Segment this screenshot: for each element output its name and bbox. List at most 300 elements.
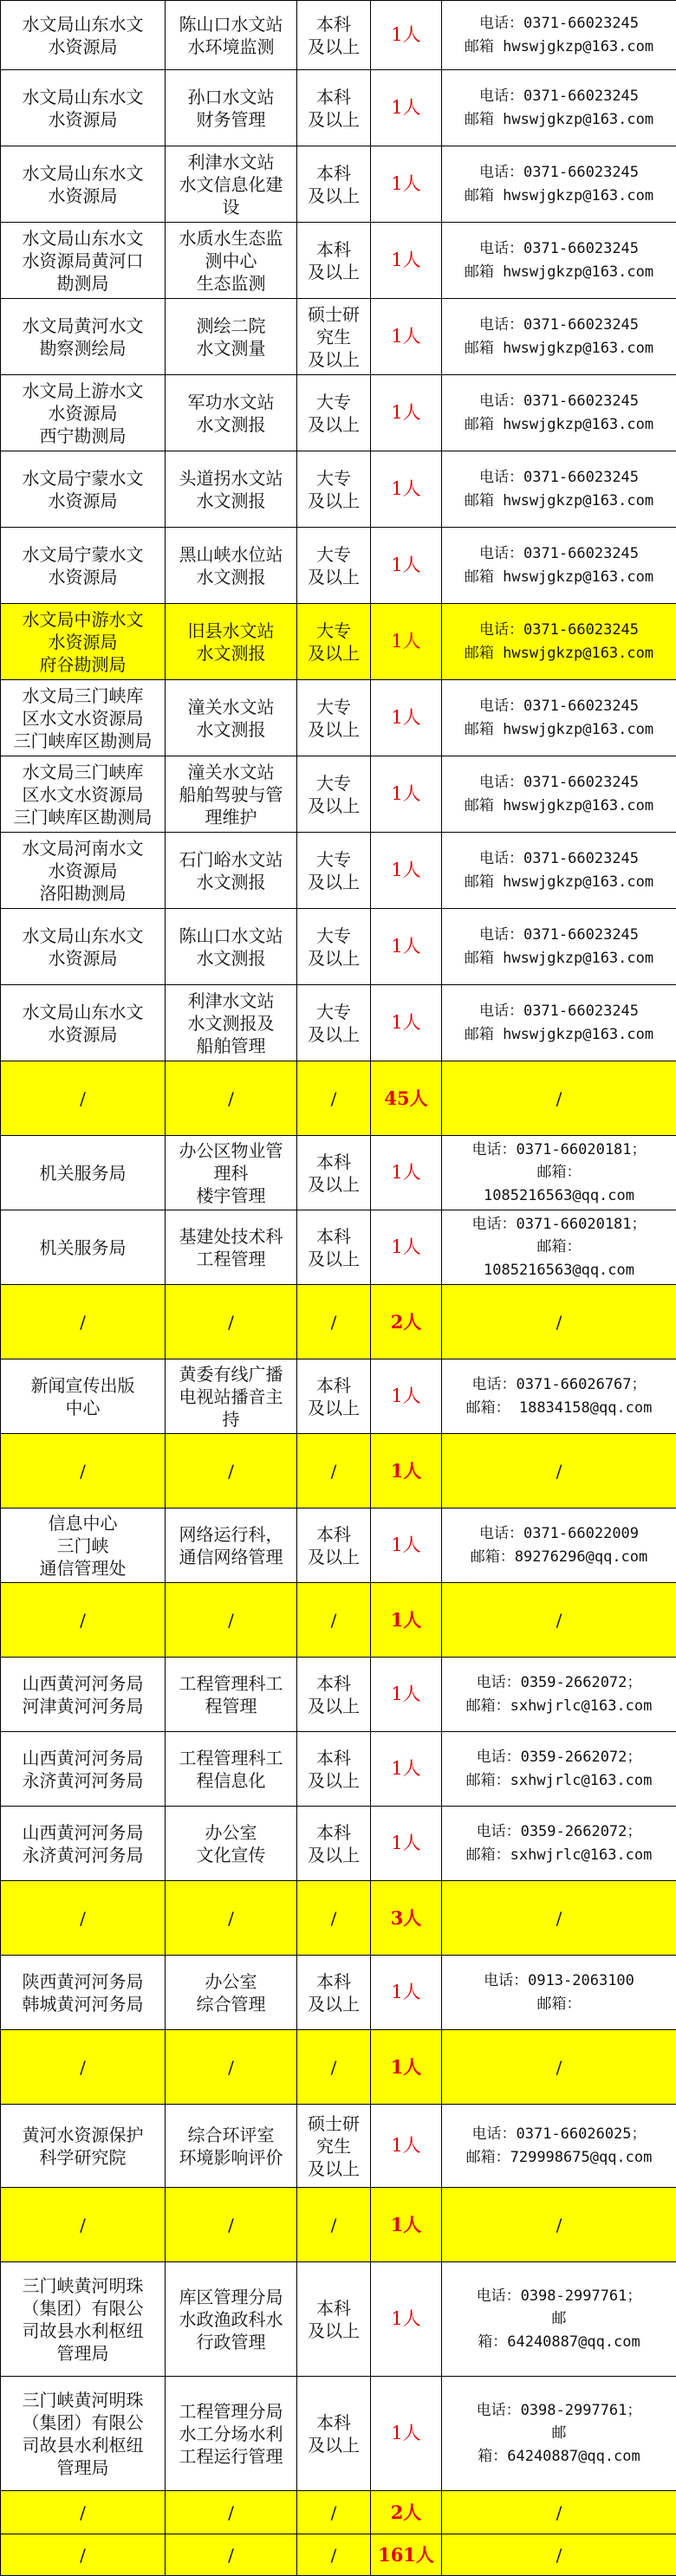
cell-line: 及以上 — [301, 1173, 367, 1196]
cell-line: 办公室 — [169, 1970, 293, 1993]
cell-line: 水资源局 — [4, 860, 161, 882]
position-row — [1, 1136, 676, 1210]
cell-line: 及以上 — [301, 36, 367, 58]
cell-line: 水资源局 — [4, 1023, 161, 1046]
education-cell — [297, 2105, 371, 2188]
contact-cell — [442, 1732, 676, 1807]
cell-line: 电话：0371-66023245 — [445, 85, 673, 107]
count-cell: 1人 — [371, 2377, 442, 2491]
post-cell — [166, 451, 297, 528]
cell-line: 邮箱 hwswjgkzp@163.com — [445, 795, 673, 817]
cell-line: 电话：0398-2997761； — [445, 2285, 673, 2307]
position-row — [1, 2377, 676, 2491]
placeholder-slash: / — [442, 2491, 676, 2534]
unit-cell — [1, 680, 166, 756]
cell-line: 电话：0371-66026025； — [445, 2123, 673, 2145]
cell-line: 洛阳勘测局 — [4, 882, 161, 905]
cell-line: 管理局 — [4, 2456, 161, 2479]
contact-cell — [442, 1658, 676, 1732]
cell-line: 电话：0371-66023245 — [445, 771, 673, 794]
post-cell — [166, 833, 297, 909]
count-cell: 1人 — [371, 2105, 442, 2188]
position-row — [1, 756, 676, 833]
contact-cell — [442, 604, 676, 680]
cell-line: 邮箱 hwswjgkzp@163.com — [445, 871, 673, 893]
cell-line: 新闻宣传出版 — [4, 1374, 161, 1397]
cell-line: 箱：64240887@qq.com — [445, 2445, 673, 2468]
cell-line: 潼关水文站 — [169, 696, 293, 718]
cell-line: 环境影响评价 — [169, 2146, 293, 2169]
education-cell — [297, 1359, 371, 1434]
cell-line: 本科 — [301, 1151, 367, 1173]
cell-line: 本科 — [301, 2411, 367, 2434]
contact-cell — [442, 756, 676, 833]
education-cell — [297, 146, 371, 223]
education-cell — [297, 909, 371, 985]
cell-line: 水资源局黄河口 — [4, 250, 161, 272]
education-cell — [297, 1509, 371, 1583]
cell-line: 邮箱 hwswjgkzp@163.com — [445, 566, 673, 588]
cell-line: 水文局山东水文 — [4, 227, 161, 250]
cell-line: 及以上 — [301, 642, 367, 665]
cell-line: 工程管理分局 — [169, 2400, 293, 2423]
cell-line: 及以上 — [301, 108, 367, 131]
placeholder-slash: / — [1, 1881, 166, 1956]
cell-line: 水资源局 — [4, 566, 161, 588]
count-cell: 1人 — [371, 223, 442, 299]
cell-line: 1085216563@qq.com — [445, 1259, 673, 1282]
subtotal-row — [1, 2491, 676, 2534]
cell-line: 山西黄河河务局 — [4, 1672, 161, 1695]
subtotal-count: 45人 — [371, 1061, 442, 1136]
placeholder-slash: / — [297, 2491, 371, 2534]
post-cell — [166, 680, 297, 756]
cell-line: 及以上 — [301, 566, 367, 588]
unit-cell — [1, 1359, 166, 1434]
cell-line: 硕士研 — [301, 2112, 367, 2135]
subtotal-count: 161人 — [371, 2534, 442, 2576]
cell-line: 邮箱 hwswjgkzp@163.com — [445, 1023, 673, 1046]
cell-line: 综合管理 — [169, 1993, 293, 2015]
cell-line: 及以上 — [301, 261, 367, 283]
count-cell: 1人 — [371, 833, 442, 909]
unit-cell — [1, 528, 166, 604]
cell-line: 行政管理 — [169, 2331, 293, 2353]
education-cell — [297, 985, 371, 1061]
cell-line: 及以上 — [301, 871, 367, 893]
cell-line: 理科 — [169, 1162, 293, 1184]
position-row — [1, 1210, 676, 1285]
cell-line: 电话：0913-2063100 — [445, 1969, 673, 1992]
placeholder-slash: / — [442, 2188, 676, 2262]
cell-line: 程信息化 — [169, 1769, 293, 1792]
cell-line: 邮箱：sxhwjrlc@163.com — [445, 1695, 673, 1717]
cell-line: 电话：0371-66020181； — [445, 1139, 673, 1161]
cell-line: 水文局山东水文 — [4, 13, 161, 36]
cell-line: 水质水生态监 — [169, 227, 293, 250]
cell-line: 本科 — [301, 86, 367, 108]
cell-line: 生态监测 — [169, 272, 293, 295]
count-cell: 1人 — [371, 2262, 442, 2377]
cell-line: 利津水文站 — [169, 990, 293, 1012]
cell-line: 及以上 — [301, 1546, 367, 1568]
cell-line: 信息中心 — [4, 1512, 161, 1535]
cell-line: 电话：0371-66023245 — [445, 390, 673, 412]
cell-line: 及以上 — [301, 1993, 367, 2015]
cell-line: 1085216563@qq.com — [445, 1184, 673, 1207]
contact-cell — [442, 1136, 676, 1210]
cell-line: 永济黄河河务局 — [4, 1844, 161, 1866]
cell-line: 邮箱 hwswjgkzp@163.com — [445, 108, 673, 131]
cell-line: 府谷勘测局 — [4, 653, 161, 676]
placeholder-slash: / — [166, 2491, 297, 2534]
cell-line: 大专 — [301, 543, 367, 566]
placeholder-slash: / — [442, 1434, 676, 1509]
cell-line: 山西黄河河务局 — [4, 1821, 161, 1844]
education-cell — [297, 375, 371, 451]
cell-line: 及以上 — [301, 1844, 367, 1866]
cell-line: 本科 — [301, 1970, 367, 1993]
position-row — [1, 1956, 676, 2030]
cell-line: 水资源局 — [4, 36, 161, 58]
count-cell: 1人 — [371, 70, 442, 146]
cell-line: 三门峡黄河明珠 — [4, 2274, 161, 2297]
cell-line: 水文测量 — [169, 337, 293, 360]
placeholder-slash: / — [1, 2030, 166, 2105]
position-row — [1, 451, 676, 528]
cell-line: 库区管理分局 — [169, 2286, 293, 2308]
cell-line: 电话：0371-66023245 — [445, 695, 673, 717]
subtotal-row — [1, 2030, 676, 2105]
cell-line: 及以上 — [301, 2434, 367, 2456]
cell-line: 本科 — [301, 1821, 367, 1844]
post-cell — [166, 1136, 297, 1210]
position-row — [1, 1359, 676, 1434]
count-cell: 1人 — [371, 1807, 442, 1881]
position-row — [1, 375, 676, 451]
cell-line: 邮箱：sxhwjrlc@163.com — [445, 1844, 673, 1866]
post-cell — [166, 70, 297, 146]
cell-line: 电话：0371-66023245 — [445, 12, 673, 35]
unit-cell — [1, 2377, 166, 2491]
unit-cell — [1, 985, 166, 1061]
cell-line: 旧县水文站 — [169, 620, 293, 642]
cell-line: 网络运行科， — [169, 1523, 293, 1546]
education-cell — [297, 2262, 371, 2377]
contact-cell — [442, 2377, 676, 2491]
cell-line: 水政渔政科水 — [169, 2308, 293, 2331]
cell-line: 黑山峡水位站 — [169, 543, 293, 566]
cell-line: 水资源局 — [4, 185, 161, 207]
cell-line: 工程管理科工 — [169, 1672, 293, 1695]
cell-line: 及以上 — [301, 718, 367, 741]
position-row — [1, 1732, 676, 1807]
contact-cell — [442, 223, 676, 299]
placeholder-slash: / — [297, 2188, 371, 2262]
placeholder-slash: / — [1, 1285, 166, 1359]
cell-line: 西宁勘测局 — [4, 425, 161, 447]
cell-line: 及以上 — [301, 185, 367, 207]
unit-cell — [1, 1, 166, 70]
placeholder-slash: / — [166, 1434, 297, 1509]
contact-cell — [442, 833, 676, 909]
subtotal-row — [1, 1434, 676, 1509]
subtotal-count: 1人 — [371, 1583, 442, 1658]
cell-line: 电话：0371-66023245 — [445, 466, 673, 489]
cell-line: 办公室 — [169, 1821, 293, 1844]
cell-line: 三门峡 — [4, 1535, 161, 1557]
position-row — [1, 528, 676, 604]
placeholder-slash: / — [297, 1434, 371, 1509]
cell-line: 本科 — [301, 238, 367, 261]
cell-line: 本科 — [301, 13, 367, 36]
cell-line: 石门峪水文站 — [169, 848, 293, 871]
post-cell — [166, 299, 297, 375]
contact-cell — [442, 1359, 676, 1434]
subtotal-count: 1人 — [371, 1434, 442, 1509]
cell-line: 司故县水利枢纽 — [4, 2320, 161, 2342]
count-cell: 1人 — [371, 1, 442, 70]
highlighted-position-row — [1, 604, 676, 680]
education-cell — [297, 1, 371, 70]
count-cell: 1人 — [371, 146, 442, 223]
cell-line: 船舶管理 — [169, 1035, 293, 1057]
cell-line: 船舶驾驶与管 — [169, 783, 293, 806]
subtotal-row — [1, 1061, 676, 1136]
placeholder-slash: / — [1, 2188, 166, 2262]
cell-line: 及以上 — [301, 1248, 367, 1270]
position-row — [1, 1509, 676, 1583]
post-cell — [166, 528, 297, 604]
cell-line: 大专 — [301, 696, 367, 718]
cell-line: 水文局宁蒙水文 — [4, 467, 161, 490]
contact-cell — [442, 299, 676, 375]
post-cell — [166, 1210, 297, 1285]
cell-line: 水资源局 — [4, 947, 161, 970]
cell-line: （集团）有限公 — [4, 2411, 161, 2434]
cell-line: 及以上 — [301, 490, 367, 512]
position-row — [1, 223, 676, 299]
subtotal-count: 2人 — [371, 2491, 442, 2534]
position-row — [1, 909, 676, 985]
cell-line: 水文局宁蒙水文 — [4, 543, 161, 566]
cell-line: 电视站播音主 — [169, 1385, 293, 1408]
contact-cell — [442, 985, 676, 1061]
cell-line: 勘察测绘局 — [4, 337, 161, 360]
cell-line: 邮 — [445, 2422, 673, 2444]
cell-line: 及以上 — [301, 795, 367, 817]
contact-cell — [442, 1807, 676, 1881]
cell-line: 邮 — [445, 2307, 673, 2330]
cell-line: 大专 — [301, 1001, 367, 1023]
contact-cell — [442, 909, 676, 985]
cell-line: 电话：0398-2997761； — [445, 2399, 673, 2422]
unit-cell — [1, 299, 166, 375]
cell-line: 办公区物业管 — [169, 1139, 293, 1162]
cell-line: 工程运行管理 — [169, 2445, 293, 2468]
cell-line: 水资源局 — [4, 402, 161, 425]
cell-line: 电话：0371-66023245 — [445, 924, 673, 946]
cell-line: 水资源局 — [4, 108, 161, 131]
post-cell — [166, 985, 297, 1061]
placeholder-slash: / — [297, 1583, 371, 1658]
position-row — [1, 2262, 676, 2377]
placeholder-slash: / — [297, 2534, 371, 2576]
cell-line: 综合环评室 — [169, 2124, 293, 2146]
count-cell: 1人 — [371, 756, 442, 833]
cell-line: 本科 — [301, 162, 367, 185]
cell-line: 中心 — [4, 1397, 161, 1419]
count-cell: 1人 — [371, 604, 442, 680]
cell-line: 邮箱 hwswjgkzp@163.com — [445, 413, 673, 436]
post-cell — [166, 1, 297, 70]
cell-line: 水文局山东水文 — [4, 925, 161, 947]
cell-line: 水文测报 — [169, 566, 293, 588]
cell-line: 电话：0371-66020181； — [445, 1213, 673, 1236]
cell-line: 理维护 — [169, 806, 293, 828]
cell-line: 黄河水资源保护 — [4, 2124, 161, 2146]
subtotal-row — [1, 1881, 676, 1956]
cell-line: 水资源局 — [4, 490, 161, 512]
cell-line: 水文局山东水文 — [4, 162, 161, 185]
cell-line: 邮箱： — [445, 1161, 673, 1184]
contact-cell — [442, 1509, 676, 1583]
unit-cell — [1, 451, 166, 528]
cell-line: 水文局上游水文 — [4, 380, 161, 402]
position-row — [1, 1658, 676, 1732]
education-cell — [297, 1807, 371, 1881]
placeholder-slash: / — [442, 2534, 676, 2576]
count-cell: 1人 — [371, 1509, 442, 1583]
cell-line: 及以上 — [301, 947, 367, 970]
count-cell: 1人 — [371, 1658, 442, 1732]
cell-line: 区水文水资源局 — [4, 783, 161, 806]
cell-line: 机关服务局 — [4, 1162, 161, 1184]
cell-line: 水文测报 — [169, 642, 293, 665]
cell-line: 邮箱 hwswjgkzp@163.com — [445, 36, 673, 58]
cell-line: 电话：0371-66023245 — [445, 237, 673, 260]
cell-line: 水文局河南水文 — [4, 837, 161, 860]
cell-line: 电话：0371-66023245 — [445, 619, 673, 641]
cell-line: 水文测报 — [169, 413, 293, 436]
count-cell: 1人 — [371, 375, 442, 451]
cell-line: 箱：64240887@qq.com — [445, 2331, 673, 2353]
cell-line: 水文局三门峡库 — [4, 761, 161, 783]
cell-line: 军功水文站 — [169, 391, 293, 413]
contact-cell — [442, 680, 676, 756]
cell-line: 大专 — [301, 391, 367, 413]
cell-line: 邮箱 hwswjgkzp@163.com — [445, 947, 673, 970]
cell-line: 邮箱 hwswjgkzp@163.com — [445, 337, 673, 360]
contact-cell — [442, 2262, 676, 2377]
post-cell — [166, 2262, 297, 2377]
placeholder-slash: / — [297, 1285, 371, 1359]
placeholder-slash: / — [1, 1583, 166, 1658]
cell-line: 本科 — [301, 1374, 367, 1397]
education-cell — [297, 1658, 371, 1732]
cell-line: 邮箱： — [445, 1993, 673, 2015]
count-cell: 1人 — [371, 1732, 442, 1807]
cell-line: 水资源局 — [4, 631, 161, 653]
cell-line: 邮箱： — [445, 1236, 673, 1258]
education-cell — [297, 451, 371, 528]
subtotal-row — [1, 1583, 676, 1658]
count-cell: 1人 — [371, 909, 442, 985]
cell-line: 水文局山东水文 — [4, 86, 161, 108]
cell-line: 邮箱 hwswjgkzp@163.com — [445, 718, 673, 741]
education-cell — [297, 604, 371, 680]
placeholder-slash: / — [1, 2534, 166, 2576]
cell-line: 山西黄河河务局 — [4, 1747, 161, 1769]
cell-line: 邮箱：sxhwjrlc@163.com — [445, 1769, 673, 1792]
cell-line: 邮箱 hwswjgkzp@163.com — [445, 642, 673, 665]
cell-line: 工程管理科工 — [169, 1747, 293, 1769]
unit-cell — [1, 1658, 166, 1732]
cell-line: 水文局黄河水文 — [4, 315, 161, 337]
cell-line: 水文局山东水文 — [4, 1001, 161, 1023]
education-cell — [297, 528, 371, 604]
cell-line: 潼关水文站 — [169, 761, 293, 783]
post-cell — [166, 2377, 297, 2491]
education-cell — [297, 2377, 371, 2491]
position-row — [1, 146, 676, 223]
cell-line: 财务管理 — [169, 108, 293, 131]
cell-line: 利津水文站 — [169, 151, 293, 173]
cell-line: 邮箱： 18834158@qq.com — [445, 1397, 673, 1419]
subtotal-row — [1, 2534, 676, 2576]
cell-line: 司故县水利枢纽 — [4, 2434, 161, 2456]
subtotal-count: 3人 — [371, 1881, 442, 1956]
cell-line: 水文测报及 — [169, 1012, 293, 1035]
cell-line: 陈山口水文站 — [169, 13, 293, 36]
placeholder-slash: / — [442, 2030, 676, 2105]
cell-line: 管理局 — [4, 2342, 161, 2365]
education-cell — [297, 1732, 371, 1807]
cell-line: 大专 — [301, 620, 367, 642]
cell-line: 电话：0371-66023245 — [445, 1000, 673, 1022]
unit-cell — [1, 1509, 166, 1583]
cell-line: 大专 — [301, 467, 367, 490]
position-row — [1, 1, 676, 70]
cell-line: 大专 — [301, 925, 367, 947]
placeholder-slash: / — [1, 2491, 166, 2534]
position-row — [1, 70, 676, 146]
unit-cell — [1, 146, 166, 223]
cell-line: 设 — [169, 196, 293, 218]
unit-cell — [1, 1807, 166, 1881]
count-cell: 1人 — [371, 1210, 442, 1285]
unit-cell — [1, 223, 166, 299]
education-cell — [297, 299, 371, 375]
post-cell — [166, 1732, 297, 1807]
cell-line: 孙口水文站 — [169, 86, 293, 108]
count-cell: 1人 — [371, 680, 442, 756]
placeholder-slash: / — [166, 1285, 297, 1359]
count-cell: 1人 — [371, 1956, 442, 2030]
placeholder-slash: / — [166, 1881, 297, 1956]
placeholder-slash: / — [442, 1583, 676, 1658]
subtotal-count: 2人 — [371, 1285, 442, 1359]
unit-cell — [1, 833, 166, 909]
post-cell — [166, 604, 297, 680]
cell-line: 电话：0371-66022009 — [445, 1522, 673, 1545]
cell-line: 邮箱 hwswjgkzp@163.com — [445, 490, 673, 512]
post-cell — [166, 146, 297, 223]
position-row — [1, 2105, 676, 2188]
contact-cell — [442, 2105, 676, 2188]
table-body — [1, 1, 676, 2576]
education-cell — [297, 70, 371, 146]
